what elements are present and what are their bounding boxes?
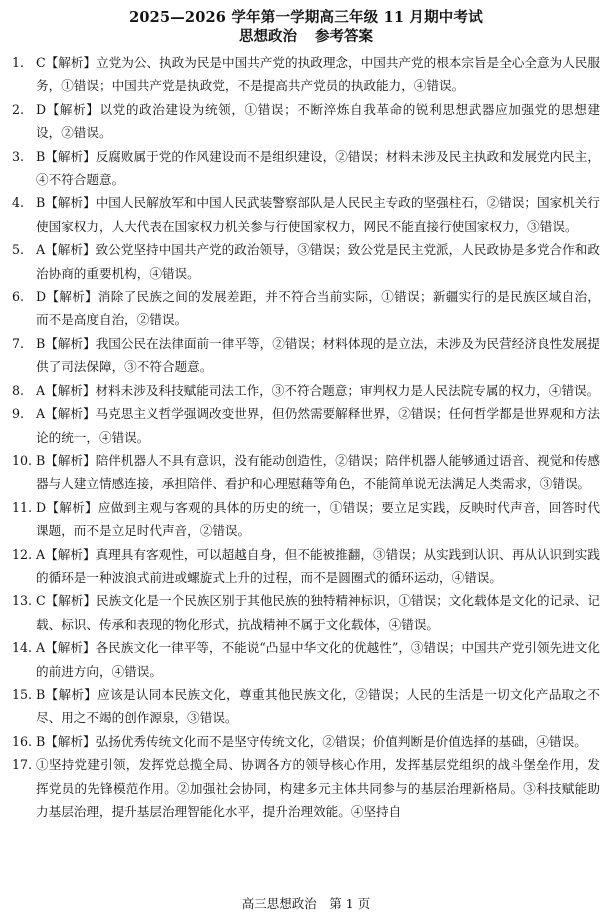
answer-item — [12, 753, 600, 823]
answer-number: 11. — [12, 499, 33, 515]
answer-number: 1. — [12, 55, 25, 70]
answer-number: 8. — [12, 382, 25, 398]
answer-item — [12, 332, 600, 379]
answer-number: 17. — [12, 757, 33, 773]
answer-text: B【解析】反腐败属于党的作风建设而不是组织建设，②错误；材料未涉及民主执政和发展党内民主，④不符合题意。 — [36, 148, 600, 188]
answer-item — [12, 449, 600, 496]
page-footer: 高三思想政治 第 1 页 — [241, 896, 371, 911]
answer-number: 9. — [12, 406, 25, 422]
answer-number: 7. — [12, 335, 25, 351]
doc-type-label: 参考答案 — [315, 28, 373, 45]
page-title: 2025—2026 学年第一学期高三年级 11 月期中考试 — [129, 9, 483, 26]
answer-text: A【解析】真理具有客观性，可以超越自身，但不能被推翻，③错误；从实践到认识、再从认识到实践的循环是一种波浪式前进或螺旋式上升的过程，而不是圆圈式的循环运动，④错误。 — [36, 546, 600, 585]
answer-item — [12, 730, 600, 753]
answer-item — [12, 683, 600, 730]
answer-item — [12, 636, 600, 683]
answer-item — [12, 589, 600, 636]
answer-text: D【解析】消除了民族之间的发展差距，并不符合当前实际，①错误；新疆实行的是民族区域自治，而不是高度自治，②错误。 — [36, 289, 600, 328]
answer-text: B【解析】弘扬优秀传统文化而不是坚守传统文化，②错误；价值判断是价值选择的基础，④错误。 — [36, 733, 587, 749]
answer-item — [12, 379, 600, 402]
answer-text: C【解析】立党为公、执政为民是中国共产党的执政理念，中国共产党的根本宗旨是全心全意为人民服务，①错误；中国共产党是执政党，不是提高共产党员的执政能力，④错误。 — [36, 55, 600, 94]
answer-text: ①坚持党建引领，发挥党总揽全局、协调各方的领导核心作用，发挥基层党组织的战斗堡垒作用，发挥党员的先锋模范作用。②加强社会协同，构建多元主体共同参与的基层治理新格局。③科技赋能助力基层治理，提升基层治理智能化水平，提升治理效能。④坚持自 — [36, 757, 600, 819]
subject-label: 思想政治 — [239, 28, 297, 45]
answer-item — [12, 98, 600, 145]
answer-item — [12, 145, 600, 192]
answer-number: 13. — [12, 593, 33, 609]
answer-text: D【解析】应做到主观与客观的具体的历史的统一，①错误；要立足实践，反映时代声音，回答时代课题，而不是立足时代声音，②错误。 — [36, 499, 600, 539]
answer-number: 12. — [12, 546, 33, 562]
answer-number: 16. — [12, 733, 33, 749]
answer-text: D【解析】以党的政治建设为统领，①错误；不断淬炼自我革命的锐利思想武器应加强党的思想建设，②错误。 — [36, 101, 600, 141]
answer-item — [12, 191, 600, 238]
answer-number: 14. — [12, 640, 33, 656]
answer-list — [12, 51, 600, 823]
answer-item — [12, 51, 600, 98]
answer-text: C【解析】民族文化是一个民族区别于其他民族的独特精神标识，①错误；文化载体是文化的记录、记载、标识、传承和表现的物化形式，抗战精神不属于文化载体，④错误。 — [36, 593, 600, 632]
answer-item — [12, 285, 600, 332]
answer-text: B【解析】我国公民在法律面前一律平等，②错误；材料体现的是立法，未涉及为民营经济良性发展提供了司法保障，③不符合题意。 — [36, 335, 600, 375]
answer-text: A【解析】材料未涉及科技赋能司法工作，③不符合题意；审判权力是人民法院专属的权力，④错误。 — [36, 382, 600, 398]
answer-item — [12, 238, 600, 285]
answer-item — [12, 543, 600, 590]
answer-text: B【解析】陪伴机器人不具有意识，没有能动创造性，②错误；陪伴机器人能够通过语音、视觉和传感器与人建立情感连接，承担陪伴、看护和心理慰藉等角色，不能简单说无法满足人类需求，③错误。 — [36, 452, 600, 492]
answer-text: A【解析】各民族文化一律平等，不能说“凸显中华文化的优越性”，③错误；中国共产党引领先进文化的前进方向，④错误。 — [36, 640, 600, 679]
answer-text: B【解析】应该是认同本民族文化，尊重其他民族文化，②错误；人民的生活是一切文化产品取之不尽、用之不竭的创作源泉，③错误。 — [36, 686, 600, 726]
answer-number: 6. — [12, 289, 25, 305]
answer-number: 2. — [12, 101, 25, 117]
answer-text: A【解析】致公党坚持中国共产党的政治领导，③错误；致公党是民主党派，人民政协是多党合作和政治协商的重要机构，④错误。 — [36, 242, 600, 281]
page-subtitle — [12, 27, 600, 47]
answer-text: A【解析】马克思主义哲学强调改变世界，但仍然需要解释世界，②错误；任何哲学都是世界观和方法论的统一，④错误。 — [36, 406, 600, 445]
answer-text: B【解析】中国人民解放军和中国人民武装警察部队是人民民主专政的坚强柱石，②错误；国家机关行使国家权力，人大代表在国家权力机关参与行使国家权力，网民不能直接行使国家权力，③错误。 — [36, 195, 600, 234]
answer-number: 5. — [12, 242, 25, 258]
answer-number: 4. — [12, 195, 25, 211]
answer-item — [12, 496, 600, 543]
answer-number: 10. — [12, 452, 33, 468]
answer-number: 15. — [12, 686, 33, 702]
answer-number: 3. — [12, 148, 25, 164]
answer-item — [12, 402, 600, 449]
